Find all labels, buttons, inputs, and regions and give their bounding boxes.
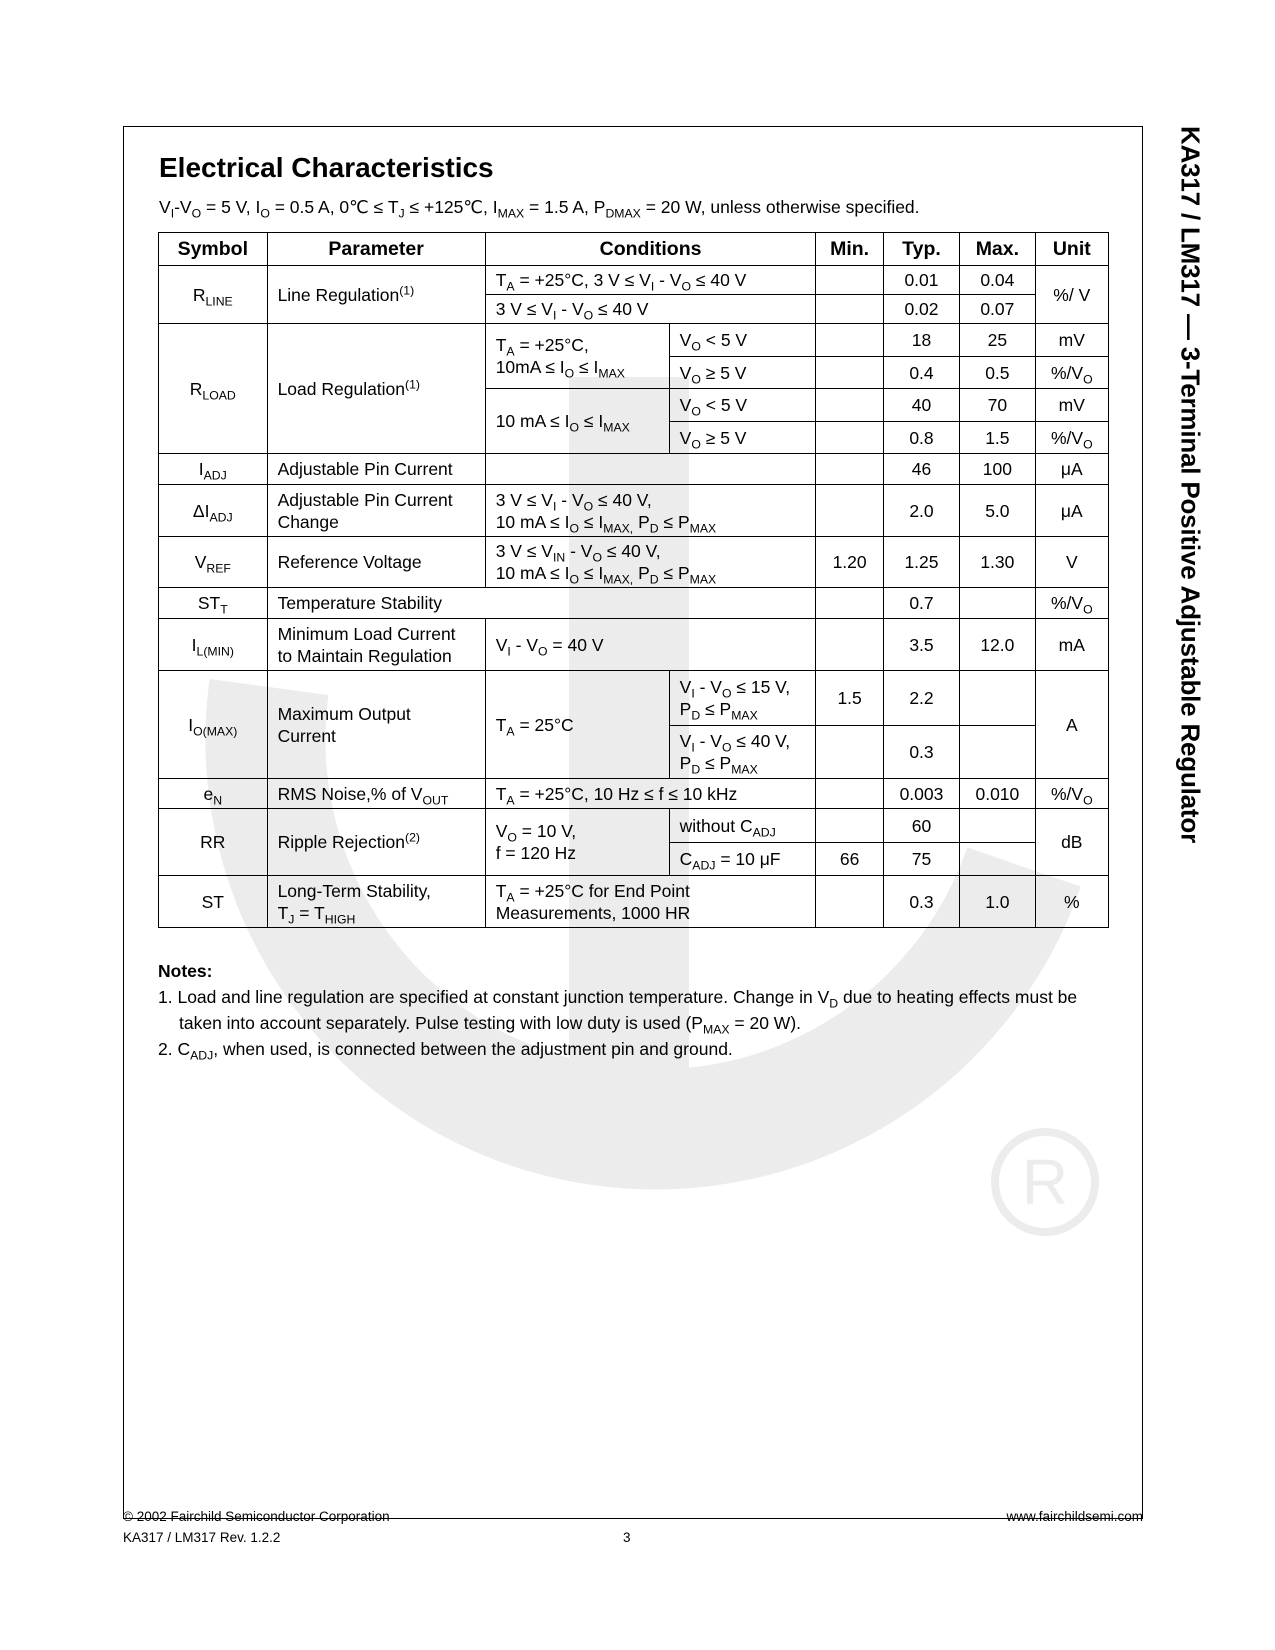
- unit-cell: μA: [1035, 485, 1108, 537]
- max-cell: [960, 843, 1035, 876]
- header-typ: Typ.: [883, 233, 959, 266]
- typ-cell: 0.01: [883, 266, 959, 295]
- max-cell: 0.04: [960, 266, 1035, 295]
- parameter-cell: Long-Term Stability, $T_J = T_{HIGH}$: [267, 876, 485, 928]
- unit-cell: %/ V: [1035, 266, 1108, 324]
- parameter-cell: Minimum Load Current to Maintain Regulation: [267, 619, 485, 671]
- max-cell: 1.30: [960, 537, 1035, 588]
- condition-cell: $V_O = 10$ V, f = 120 Hz: [485, 809, 669, 876]
- condition-cell: $T_A = +25^\circ C$, 3 $V \le V_I - V_O \le 40$ V: [485, 266, 816, 295]
- typ-cell: 18: [883, 324, 959, 357]
- condition-cell: $T_A = +25^\circ C$, $10mA \le I_O \le I_{MAX}$: [485, 324, 669, 389]
- condition-cell: without $C_{ADJ}$: [669, 809, 816, 843]
- min-cell: [816, 588, 883, 619]
- symbol-cell: $R_{LINE}$: [159, 266, 268, 324]
- typ-cell: 3.5: [883, 619, 959, 671]
- table-row: [159, 454, 1109, 485]
- typ-cell: 0.3: [883, 726, 959, 779]
- unit-cell: dB: [1035, 809, 1108, 876]
- condition-cell: 10 mA ≤ $I_O \le I_{MAX}$: [485, 389, 669, 454]
- condition-cell: $V_I - V_O = 40$ V: [485, 619, 816, 671]
- min-cell: [816, 809, 883, 843]
- symbol-cell: $I_{O(MAX)}$: [159, 671, 268, 779]
- typ-cell: 1.25: [883, 537, 959, 588]
- parameter-cell: Line Regulation$^{(1)}$: [267, 266, 485, 324]
- unit-cell: mA: [1035, 619, 1108, 671]
- unit-cell: %: [1035, 876, 1108, 928]
- typ-cell: 2.0: [883, 485, 959, 537]
- condition-cell: $V_O < 5$ V: [669, 324, 816, 357]
- footer-website: www.fairchildsemi.com: [1006, 1509, 1143, 1524]
- side-title-text: KA317 / LM317 — 3-Terminal Positive Adjustable Regulator: [1175, 126, 1206, 843]
- table-row: [159, 876, 1109, 928]
- table-row: [159, 266, 1109, 295]
- typ-cell: 40: [883, 389, 959, 422]
- min-cell: [816, 422, 883, 454]
- parameter-cell: Ripple Rejection$^{(2)}$: [267, 809, 485, 876]
- unit-cell: $\%/V_O$: [1035, 357, 1108, 389]
- unit-cell: $\%/V_O$: [1035, 779, 1108, 809]
- typ-cell: 0.7: [883, 588, 959, 619]
- typ-cell: 0.02: [883, 295, 959, 324]
- symbol-cell: RR: [159, 809, 268, 876]
- min-cell: 66: [816, 843, 883, 876]
- condition-cell: $V_O \ge 5$ V: [669, 357, 816, 389]
- max-cell: [960, 671, 1035, 726]
- typ-cell: 0.4: [883, 357, 959, 389]
- header-unit: Unit: [1035, 233, 1108, 266]
- header-parameter: Parameter: [267, 233, 485, 266]
- min-cell: [816, 357, 883, 389]
- min-cell: [816, 619, 883, 671]
- header-conditions: Conditions: [485, 233, 816, 266]
- symbol-cell: $e_N$: [159, 779, 268, 809]
- parameter-cell: Adjustable Pin Current Change: [267, 485, 485, 537]
- condition-cell: $T_A = +25^\circ C$, 10 Hz ≤ f ≤ 10 kHz: [485, 779, 816, 809]
- unit-cell: mV: [1035, 389, 1108, 422]
- max-cell: [960, 809, 1035, 843]
- table-header-row: [159, 233, 1109, 266]
- symbol-cell: $V_{REF}$: [159, 537, 268, 588]
- condition-cell: 3 $V \le V_I - V_O \le 40$ V: [485, 295, 816, 324]
- unit-cell: $\%/V_O$: [1035, 588, 1108, 619]
- min-cell: 1.20: [816, 537, 883, 588]
- side-title: [1175, 126, 1206, 843]
- condition-cell: $T_A = +25^\circ C$ for End Point Measurements, 1000 HR: [485, 876, 816, 928]
- max-cell: [960, 588, 1035, 619]
- typ-cell: 0.3: [883, 876, 959, 928]
- page-number: 3: [623, 1530, 631, 1545]
- typ-cell: 0.8: [883, 422, 959, 454]
- max-cell: 5.0: [960, 485, 1035, 537]
- condition-cell: [485, 454, 816, 485]
- svg-text:R: R: [1021, 1146, 1069, 1218]
- min-cell: [816, 876, 883, 928]
- parameter-cell: Load Regulation$^{(1)}$: [267, 324, 485, 454]
- symbol-cell: $I_{ADJ}$: [159, 454, 268, 485]
- electrical-characteristics-table: [158, 232, 1109, 928]
- note-1: 1. Load and line regulation are specified at constant junction temperature. Change in $V_D$ due to heating effects must be taken into account separately. Pulse testing with low duty is used ($P_{MAX} = 20$ W).: [158, 987, 1078, 1037]
- symbol-cell: $\Delta I_{ADJ}$: [159, 485, 268, 537]
- table-row: [159, 324, 1109, 357]
- symbol-cell: ST: [159, 876, 268, 928]
- typ-cell: 60: [883, 809, 959, 843]
- parameter-cell: Reference Voltage: [267, 537, 485, 588]
- max-cell: 70: [960, 389, 1035, 422]
- typ-cell: 0.003: [883, 779, 959, 809]
- test-conditions: $V_I-V_O = 5$ V, $I_O = 0.5$ A, 0℃ ≤ $T_J$ ≤ +125℃, $I_{MAX} = 1.5$ A, $P_{DMAX} = 20$ W, unless otherwise specified.: [159, 197, 920, 221]
- table-row: [159, 671, 1109, 726]
- condition-cell: $C_{ADJ} = 10$ μF: [669, 843, 816, 876]
- max-cell: [960, 726, 1035, 779]
- min-cell: [816, 324, 883, 357]
- parameter-cell: Maximum Output Current: [267, 671, 485, 779]
- table-row: [159, 537, 1109, 588]
- footer-revision: KA317 / LM317 Rev. 1.2.2: [123, 1530, 281, 1545]
- condition-cell: $V_O \ge 5$ V: [669, 422, 816, 454]
- min-cell: [816, 389, 883, 422]
- parameter-cell: Temperature Stability: [267, 588, 816, 619]
- min-cell: [816, 726, 883, 779]
- max-cell: 1.0: [960, 876, 1035, 928]
- max-cell: 1.5: [960, 422, 1035, 454]
- footer-copyright: © 2002 Fairchild Semiconductor Corporation: [123, 1509, 390, 1524]
- max-cell: 0.5: [960, 357, 1035, 389]
- typ-cell: 75: [883, 843, 959, 876]
- min-cell: [816, 266, 883, 295]
- condition-cell: $V_I - V_O \le 15$ V, $P_D \le P_{MAX}$: [669, 671, 816, 726]
- max-cell: 25: [960, 324, 1035, 357]
- page-title: Electrical Characteristics: [159, 152, 494, 183]
- table-row: [159, 619, 1109, 671]
- symbol-cell: $I_{L(MIN)}$: [159, 619, 268, 671]
- unit-cell: μA: [1035, 454, 1108, 485]
- min-cell: [816, 779, 883, 809]
- unit-cell: mV: [1035, 324, 1108, 357]
- max-cell: 12.0: [960, 619, 1035, 671]
- notes-section: [158, 958, 1118, 1062]
- unit-cell: A: [1035, 671, 1108, 779]
- condition-cell: $T_A = 25^\circ C$: [485, 671, 669, 779]
- typ-cell: 46: [883, 454, 959, 485]
- typ-cell: 2.2: [883, 671, 959, 726]
- condition-cell: $V_I - V_O \le 40$ V, $P_D \le P_{MAX}$: [669, 726, 816, 779]
- note-2: 2. $C_{ADJ}$, when used, is connected between the adjustment pin and ground.: [158, 1039, 733, 1063]
- min-cell: 1.5: [816, 671, 883, 726]
- symbol-cell: $R_{LOAD}$: [159, 324, 268, 454]
- table-row: [159, 809, 1109, 843]
- min-cell: [816, 485, 883, 537]
- header-symbol: Symbol: [159, 233, 268, 266]
- max-cell: 0.010: [960, 779, 1035, 809]
- min-cell: [816, 454, 883, 485]
- unit-cell: V: [1035, 537, 1108, 588]
- header-min: Min.: [816, 233, 883, 266]
- max-cell: 100: [960, 454, 1035, 485]
- symbol-cell: $ST_T$: [159, 588, 268, 619]
- condition-cell: 3 $V \le V_I - V_O \le 40$ V, 10 mA ≤ $I_O \le I_{MAX,}$ $P_D \le P_{MAX}$: [485, 485, 816, 537]
- table-row: [159, 779, 1109, 809]
- condition-cell: 3 $V \le V_{IN} - V_O \le 40$ V, 10 mA ≤ $I_O \le I_{MAX,}$ $P_D \le P_{MAX}$: [485, 537, 816, 588]
- table-row: [159, 588, 1109, 619]
- condition-cell: $V_O < 5$ V: [669, 389, 816, 422]
- max-cell: 0.07: [960, 295, 1035, 324]
- table-row: [159, 485, 1109, 537]
- header-max: Max.: [960, 233, 1035, 266]
- parameter-cell: Adjustable Pin Current: [267, 454, 485, 485]
- notes-title: Notes:: [158, 961, 213, 981]
- parameter-cell: RMS Noise,% of $V_{OUT}$: [267, 779, 485, 809]
- unit-cell: $\%/V_O$: [1035, 422, 1108, 454]
- min-cell: [816, 295, 883, 324]
